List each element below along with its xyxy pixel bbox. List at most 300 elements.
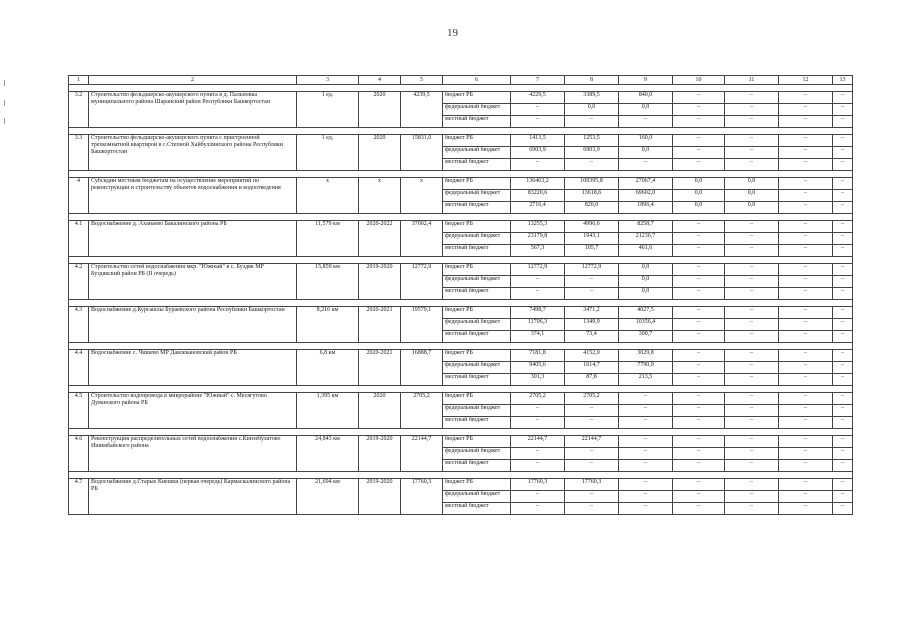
funding-value: – — [565, 159, 619, 171]
funding-value: – — [833, 116, 853, 128]
funding-value: – — [565, 288, 619, 300]
funding-value: – — [725, 417, 779, 429]
item-number: 4.4 — [69, 350, 89, 386]
funding-source: федеральный бюджет — [443, 104, 511, 116]
funding-value: 4229,5 — [511, 92, 565, 104]
funding-value: – — [565, 503, 619, 515]
item-unit: 15,859 км — [297, 264, 359, 300]
spacer-cell — [89, 85, 297, 92]
row-spacer — [69, 472, 853, 479]
column-number: 9 — [619, 76, 673, 85]
scan-edge-mark — [4, 80, 5, 86]
table-row — [69, 393, 853, 405]
funding-value: 4152,0 — [565, 350, 619, 362]
column-number: 12 — [779, 76, 833, 85]
spacer-cell — [69, 214, 89, 221]
spacer-cell — [443, 257, 511, 264]
funding-value: – — [511, 104, 565, 116]
item-unit: 8,216 км — [297, 307, 359, 343]
column-number: 1 — [69, 76, 89, 85]
item-period: 2020 — [359, 393, 401, 429]
spacer-cell — [69, 300, 89, 307]
spacer-cell — [401, 300, 443, 307]
funding-value: – — [673, 319, 725, 331]
funding-value: 27067,4 — [619, 178, 673, 190]
spacer-cell — [359, 386, 401, 393]
funding-value: – — [725, 245, 779, 257]
spacer-cell — [297, 429, 359, 436]
item-cost: 17760,3 — [401, 479, 443, 515]
spacer-cell — [725, 85, 779, 92]
funding-value: 820,0 — [565, 202, 619, 214]
funding-value: – — [673, 393, 725, 405]
funding-source: федеральный бюджет — [443, 491, 511, 503]
spacer-cell — [511, 171, 565, 178]
item-name: Реконструкция распределительных сетей водоснабжения с.Кинзебулатово Ишимбайского района — [89, 436, 297, 472]
funding-source: бюджет РБ — [443, 350, 511, 362]
spacer-cell — [511, 214, 565, 221]
funding-value: – — [725, 362, 779, 374]
spacer-cell — [725, 257, 779, 264]
funding-value: – — [833, 491, 853, 503]
funding-value: 136463,2 — [511, 178, 565, 190]
funding-value: – — [725, 159, 779, 171]
funding-value: – — [779, 460, 833, 472]
funding-value: 2705,2 — [565, 393, 619, 405]
spacer-cell — [401, 429, 443, 436]
item-cost: 16888,7 — [401, 350, 443, 386]
funding-value: – — [725, 135, 779, 147]
funding-value: – — [833, 448, 853, 460]
funding-value: – — [673, 116, 725, 128]
spacer-cell — [89, 343, 297, 350]
item-unit: х — [297, 178, 359, 214]
funding-value: – — [833, 331, 853, 343]
item-name: Субсидии местным бюджетам на осуществление мероприятий по реконструкции и строительству объектов водоснабжения и водоотведения — [89, 178, 297, 214]
table-row — [69, 92, 853, 104]
spacer-cell — [401, 257, 443, 264]
funding-value: 22144,7 — [511, 436, 565, 448]
column-number: 11 — [725, 76, 779, 85]
row-spacer — [69, 300, 853, 307]
funding-value: – — [779, 233, 833, 245]
funding-value: – — [725, 331, 779, 343]
funding-value: – — [725, 147, 779, 159]
spacer-cell — [779, 300, 833, 307]
item-period: 2020 — [359, 135, 401, 171]
spacer-cell — [673, 386, 725, 393]
spacer-cell — [401, 343, 443, 350]
spacer-cell — [297, 85, 359, 92]
funding-value: 22144,7 — [565, 436, 619, 448]
spacer-cell — [511, 386, 565, 393]
funding-value: 17760,3 — [565, 479, 619, 491]
spacer-cell — [297, 300, 359, 307]
funding-value: – — [833, 135, 853, 147]
row-spacer — [69, 171, 853, 178]
column-number: 10 — [673, 76, 725, 85]
funding-source: бюджет РБ — [443, 436, 511, 448]
spacer-cell — [359, 171, 401, 178]
spacer-cell — [297, 128, 359, 135]
funding-value: – — [779, 190, 833, 202]
item-number: 4.1 — [69, 221, 89, 257]
spacer-cell — [511, 300, 565, 307]
funding-value: 301,3 — [511, 374, 565, 386]
funding-value: – — [673, 405, 725, 417]
funding-value: 0,0 — [725, 178, 779, 190]
funding-value: – — [833, 147, 853, 159]
spacer-cell — [833, 343, 853, 350]
funding-value: – — [725, 319, 779, 331]
funding-value: – — [565, 491, 619, 503]
funding-value: – — [673, 135, 725, 147]
spacer-cell — [619, 386, 673, 393]
funding-value: 9405,6 — [511, 362, 565, 374]
spacer-cell — [443, 429, 511, 436]
funding-value: – — [779, 479, 833, 491]
spacer-cell — [359, 300, 401, 307]
funding-value: 0,0 — [673, 190, 725, 202]
program-table — [68, 75, 853, 515]
funding-value: 69602,0 — [619, 190, 673, 202]
funding-value: – — [511, 116, 565, 128]
funding-value: 0,0 — [673, 178, 725, 190]
funding-value: – — [673, 233, 725, 245]
funding-value: – — [779, 319, 833, 331]
funding-value: – — [619, 405, 673, 417]
funding-source: местный бюджет — [443, 159, 511, 171]
funding-source: местный бюджет — [443, 460, 511, 472]
funding-value: – — [565, 116, 619, 128]
spacer-cell — [725, 429, 779, 436]
spacer-cell — [89, 429, 297, 436]
spacer-cell — [511, 472, 565, 479]
item-unit: 1 ед. — [297, 92, 359, 128]
funding-value: – — [833, 362, 853, 374]
funding-value: 12772,9 — [565, 264, 619, 276]
spacer-cell — [69, 257, 89, 264]
spacer-cell — [833, 85, 853, 92]
funding-value: – — [673, 503, 725, 515]
spacer-cell — [443, 128, 511, 135]
funding-value: – — [511, 503, 565, 515]
funding-value: – — [833, 92, 853, 104]
funding-value: 105,7 — [565, 245, 619, 257]
spacer-cell — [725, 300, 779, 307]
item-period: 2020-2022 — [359, 221, 401, 257]
funding-value: – — [511, 417, 565, 429]
funding-value: 6903,9 — [565, 147, 619, 159]
funding-value: – — [833, 159, 853, 171]
funding-source: бюджет РБ — [443, 264, 511, 276]
spacer-cell — [779, 128, 833, 135]
funding-value: 87,8 — [565, 374, 619, 386]
funding-value: – — [673, 417, 725, 429]
item-name: Водоснабжение д.Старые Киешки (первая очередь) Кармаскалинского района РБ — [89, 479, 297, 515]
spacer-cell — [511, 128, 565, 135]
funding-source: местный бюджет — [443, 417, 511, 429]
spacer-cell — [779, 257, 833, 264]
funding-value: – — [779, 417, 833, 429]
spacer-cell — [69, 171, 89, 178]
funding-value: – — [725, 448, 779, 460]
item-name: Строительство водопровода в микрорайоне "Южный" с. Месягутово Дуванского района РБ — [89, 393, 297, 429]
funding-value: – — [565, 276, 619, 288]
spacer-cell — [69, 386, 89, 393]
spacer-cell — [619, 128, 673, 135]
spacer-cell — [359, 429, 401, 436]
spacer-cell — [565, 300, 619, 307]
row-spacer — [69, 386, 853, 393]
spacer-cell — [565, 171, 619, 178]
spacer-cell — [725, 214, 779, 221]
funding-value: 7181,8 — [511, 350, 565, 362]
spacer-cell — [69, 343, 89, 350]
funding-value: 0,0 — [619, 264, 673, 276]
spacer-cell — [673, 472, 725, 479]
item-unit: 11,579 км — [297, 221, 359, 257]
row-spacer — [69, 343, 853, 350]
table-row — [69, 264, 853, 276]
spacer-cell — [619, 300, 673, 307]
item-number: 3.2 — [69, 92, 89, 128]
funding-value: – — [511, 276, 565, 288]
row-spacer — [69, 128, 853, 135]
funding-value: 160,0 — [619, 135, 673, 147]
funding-value: – — [673, 92, 725, 104]
funding-value: – — [833, 436, 853, 448]
funding-value: 23179,8 — [511, 233, 565, 245]
funding-value: – — [779, 202, 833, 214]
funding-value: – — [779, 393, 833, 405]
funding-value: 4027,5 — [619, 307, 673, 319]
funding-value: – — [833, 319, 853, 331]
spacer-cell — [833, 300, 853, 307]
funding-value: – — [725, 233, 779, 245]
funding-source: местный бюджет — [443, 116, 511, 128]
column-number: 13 — [833, 76, 853, 85]
funding-value: 17760,3 — [511, 479, 565, 491]
spacer-cell — [443, 300, 511, 307]
item-unit: 1 ед. — [297, 135, 359, 171]
funding-value: – — [833, 276, 853, 288]
funding-value: – — [511, 460, 565, 472]
funding-value: 0,0 — [565, 104, 619, 116]
funding-value: – — [779, 362, 833, 374]
funding-value: – — [511, 159, 565, 171]
funding-value: – — [725, 436, 779, 448]
funding-value: – — [725, 276, 779, 288]
funding-value: – — [779, 276, 833, 288]
spacer-cell — [69, 472, 89, 479]
spacer-cell — [565, 85, 619, 92]
spacer-cell — [401, 472, 443, 479]
column-number: 6 — [443, 76, 511, 85]
spacer-cell — [673, 429, 725, 436]
funding-value: – — [833, 190, 853, 202]
spacer-cell — [443, 343, 511, 350]
funding-value: 1614,7 — [565, 362, 619, 374]
spacer-cell — [673, 128, 725, 135]
column-number-row — [69, 76, 853, 85]
funding-value: – — [673, 436, 725, 448]
funding-value: – — [779, 331, 833, 343]
spacer-cell — [401, 171, 443, 178]
spacer-cell — [401, 85, 443, 92]
funding-value: – — [673, 350, 725, 362]
table-row — [69, 178, 853, 190]
funding-value: – — [619, 417, 673, 429]
item-name: Водоснабжение д. Аханаево Бакалинского района РБ — [89, 221, 297, 257]
spacer-cell — [511, 257, 565, 264]
funding-value: – — [511, 288, 565, 300]
funding-value: – — [673, 264, 725, 276]
item-period: х — [359, 178, 401, 214]
table-row — [69, 436, 853, 448]
spacer-cell — [565, 214, 619, 221]
spacer-cell — [359, 257, 401, 264]
table-row — [69, 350, 853, 362]
item-number: 3.3 — [69, 135, 89, 171]
item-period: 2020-2021 — [359, 307, 401, 343]
funding-source: федеральный бюджет — [443, 362, 511, 374]
funding-value: – — [619, 460, 673, 472]
spacer-cell — [833, 214, 853, 221]
item-period: 2020 — [359, 92, 401, 128]
spacer-cell — [89, 128, 297, 135]
funding-value: 7498,7 — [511, 307, 565, 319]
item-name: Строительство фельдшерско-акушерского пункта в д. Пальновка муниципального района Шаранский район Республики Башкортостан — [89, 92, 297, 128]
item-name: Водоснабжение с. Чишево МР Давлекановский район РБ — [89, 350, 297, 386]
funding-value: – — [779, 503, 833, 515]
spacer-cell — [89, 257, 297, 264]
spacer-cell — [565, 386, 619, 393]
funding-value: 109395,8 — [565, 178, 619, 190]
spacer-cell — [619, 343, 673, 350]
funding-value: 1896,4 — [619, 202, 673, 214]
spacer-cell — [779, 472, 833, 479]
spacer-cell — [443, 85, 511, 92]
spacer-cell — [359, 472, 401, 479]
spacer-cell — [401, 214, 443, 221]
funding-value: 0,0 — [725, 190, 779, 202]
funding-value: – — [725, 491, 779, 503]
funding-value: – — [673, 245, 725, 257]
funding-value: – — [779, 147, 833, 159]
item-cost: 15831,0 — [401, 135, 443, 171]
item-name: Строительство сетей водоснабжения мкр. "Южный" в с. Буздяк МР Буздякский район РБ (II очередь) — [89, 264, 297, 300]
table-row — [69, 221, 853, 233]
funding-value: – — [673, 147, 725, 159]
funding-value: – — [565, 405, 619, 417]
spacer-cell — [359, 343, 401, 350]
spacer-cell — [833, 386, 853, 393]
funding-value: – — [619, 116, 673, 128]
funding-value: – — [565, 460, 619, 472]
spacer-cell — [619, 85, 673, 92]
spacer-cell — [401, 386, 443, 393]
funding-source: местный бюджет — [443, 503, 511, 515]
funding-value: – — [779, 405, 833, 417]
funding-value: – — [779, 92, 833, 104]
funding-value: – — [833, 393, 853, 405]
funding-value: – — [725, 104, 779, 116]
funding-value: 13255,3 — [511, 221, 565, 233]
funding-value: – — [619, 436, 673, 448]
funding-value: – — [779, 288, 833, 300]
funding-value: – — [833, 350, 853, 362]
spacer-cell — [673, 214, 725, 221]
funding-value: – — [511, 448, 565, 460]
funding-value: – — [833, 503, 853, 515]
funding-value: 2716,4 — [511, 202, 565, 214]
funding-value: – — [833, 264, 853, 276]
funding-value: 3471,2 — [565, 307, 619, 319]
table-row — [69, 135, 853, 147]
funding-value: – — [619, 503, 673, 515]
column-number: 4 — [359, 76, 401, 85]
funding-source: федеральный бюджет — [443, 276, 511, 288]
funding-value: – — [511, 491, 565, 503]
funding-value: – — [779, 264, 833, 276]
funding-value: – — [673, 104, 725, 116]
funding-value: – — [673, 276, 725, 288]
column-number: 8 — [565, 76, 619, 85]
funding-value: – — [673, 288, 725, 300]
funding-value: – — [673, 448, 725, 460]
funding-value: 840,0 — [619, 92, 673, 104]
funding-value: – — [779, 159, 833, 171]
funding-value: – — [833, 221, 853, 233]
item-cost: 37002,4 — [401, 221, 443, 257]
item-cost: х — [401, 178, 443, 214]
item-cost: 4239,5 — [401, 92, 443, 128]
spacer-cell — [779, 386, 833, 393]
table-body — [69, 76, 853, 515]
funding-value: – — [619, 448, 673, 460]
spacer-cell — [779, 85, 833, 92]
funding-value: 7790,9 — [619, 362, 673, 374]
spacer-cell — [673, 85, 725, 92]
funding-value: 300,7 — [619, 331, 673, 343]
funding-value: – — [673, 374, 725, 386]
spacer-cell — [619, 429, 673, 436]
item-period: 2019-2020 — [359, 436, 401, 472]
spacer-cell — [673, 257, 725, 264]
spacer-cell — [443, 386, 511, 393]
row-spacer — [69, 429, 853, 436]
spacer-cell — [89, 386, 297, 393]
spacer-cell — [619, 171, 673, 178]
spacer-cell — [443, 214, 511, 221]
funding-value: 1413,5 — [511, 135, 565, 147]
funding-value: 4996,6 — [565, 221, 619, 233]
funding-source: местный бюджет — [443, 245, 511, 257]
funding-value: – — [833, 460, 853, 472]
item-unit: 1,395 км — [297, 393, 359, 429]
funding-value: – — [725, 405, 779, 417]
funding-value: – — [725, 350, 779, 362]
item-number: 4.2 — [69, 264, 89, 300]
spacer-cell — [69, 85, 89, 92]
spacer-cell — [443, 171, 511, 178]
column-number: 7 — [511, 76, 565, 85]
funding-value: 0,0 — [725, 202, 779, 214]
funding-value: – — [833, 479, 853, 491]
funding-source: местный бюджет — [443, 288, 511, 300]
item-cost: 19579,1 — [401, 307, 443, 343]
